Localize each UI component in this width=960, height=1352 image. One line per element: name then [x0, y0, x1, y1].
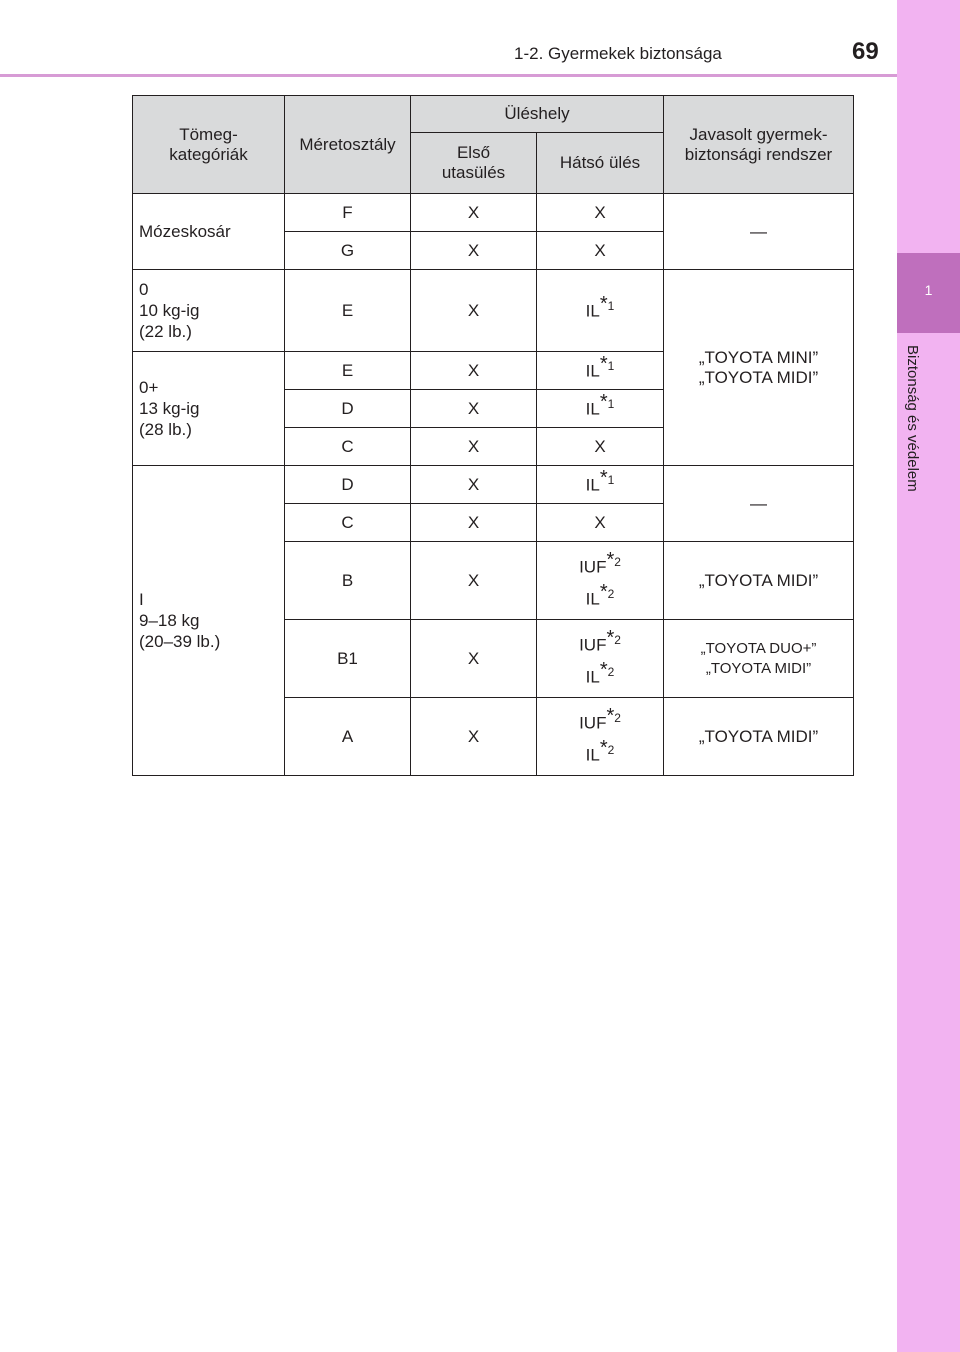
rear-cell: X	[537, 428, 664, 466]
header-size-class: Méretosztály	[285, 96, 411, 194]
rear-cell: IL*$^1$	[537, 390, 664, 428]
front-cell: X	[411, 504, 537, 542]
size-cell: B1	[285, 620, 411, 698]
child-seat-table	[132, 95, 854, 776]
group-1: I 9–18 kg (20–39 lb.)	[133, 466, 285, 776]
rear-cell: IUF*$^2$ IL*$^2$	[537, 620, 664, 698]
table-row	[133, 270, 854, 352]
chapter-number: 1	[924, 282, 933, 298]
front-cell: X	[411, 194, 537, 232]
size-cell: D	[285, 390, 411, 428]
size-cell: C	[285, 504, 411, 542]
front-cell: X	[411, 620, 537, 698]
size-cell: G	[285, 232, 411, 270]
recommend-b: „TOYOTA MIDI”	[664, 542, 854, 620]
group-0-plus: 0+ 13 kg-ig (28 lb.)	[133, 352, 285, 466]
front-cell: X	[411, 232, 537, 270]
rear-cell: IL*$^1$	[537, 270, 664, 352]
recommend-mini-midi: „TOYOTA MINI” „TOYOTA MIDI”	[664, 270, 854, 466]
table-row	[133, 466, 854, 504]
size-cell: F	[285, 194, 411, 232]
group-0: 0 10 kg-ig (22 lb.)	[133, 270, 285, 352]
recommend-a: „TOYOTA MIDI”	[664, 698, 854, 776]
page-number: 69	[852, 38, 879, 65]
size-cell: E	[285, 270, 411, 352]
header-recommended-system: Javasolt gyermek- biztonsági rendszer	[664, 96, 854, 194]
rear-cell: IUF*$^2$ IL*$^2$	[537, 542, 664, 620]
recommend-b1: „TOYOTA DUO+” „TOYOTA MIDI”	[664, 620, 854, 698]
header-seating-position: Üléshely	[411, 96, 664, 133]
rear-cell: IL*$^1$	[537, 352, 664, 390]
size-cell: E	[285, 352, 411, 390]
side-tab-strip	[897, 0, 960, 1352]
section-title: 1-2. Gyermekek biztonsága	[514, 44, 722, 63]
size-cell: D	[285, 466, 411, 504]
front-cell: X	[411, 270, 537, 352]
rear-cell: IUF*$^2$ IL*$^2$	[537, 698, 664, 776]
rear-cell: IL*$^1$	[537, 466, 664, 504]
header-front-seat: Első utasülés	[411, 133, 537, 194]
header-rear-seat: Hátsó ülés	[537, 133, 664, 194]
front-cell: X	[411, 542, 537, 620]
rear-cell: X	[537, 504, 664, 542]
rear-cell: X	[537, 232, 664, 270]
front-cell: X	[411, 390, 537, 428]
chapter-title: Biztonság és védelem	[904, 345, 921, 492]
rear-cell: X	[537, 194, 664, 232]
front-cell: X	[411, 698, 537, 776]
recommend-carrycot: —	[664, 194, 854, 270]
size-cell: B	[285, 542, 411, 620]
table-row	[133, 194, 854, 232]
group-carrycot: Mózeskosár	[133, 194, 285, 270]
size-cell: A	[285, 698, 411, 776]
front-cell: X	[411, 466, 537, 504]
header-weight-category: Tömeg- kategóriák	[133, 96, 285, 194]
header-divider	[0, 74, 897, 77]
front-cell: X	[411, 352, 537, 390]
recommend-group1-dc: —	[664, 466, 854, 542]
size-cell: C	[285, 428, 411, 466]
front-cell: X	[411, 428, 537, 466]
